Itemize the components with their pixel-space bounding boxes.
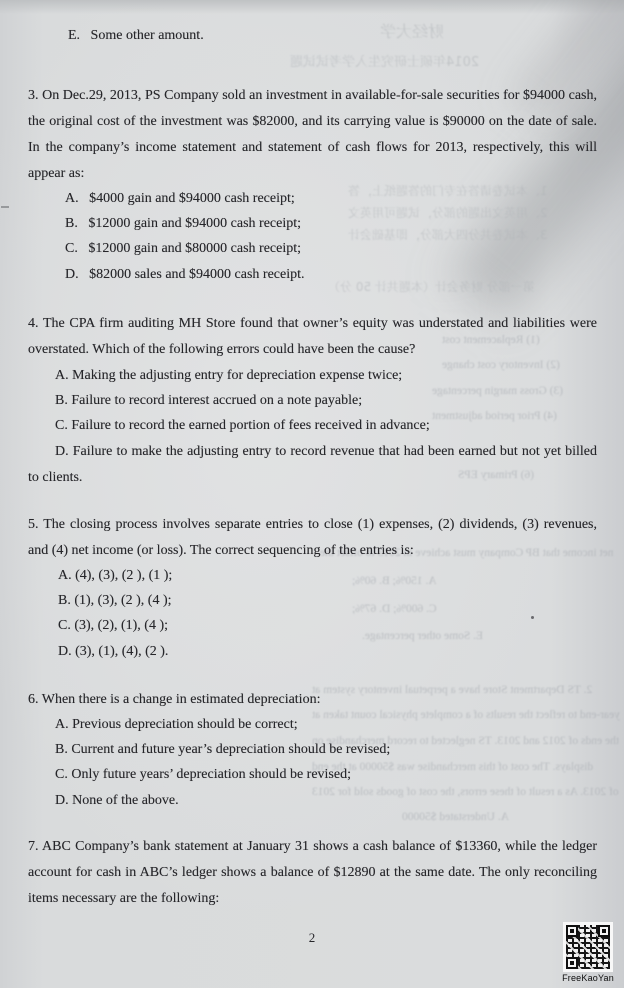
qr-finder-icon <box>566 957 578 969</box>
question-5-option-c: C. (3), (2), (1), (4 ); <box>58 618 169 634</box>
bleed-line: year-end to reflect the results of a complete physical count taken at <box>312 709 620 721</box>
question-3-option-d: D. $82000 sales and $94000 cash receipt. <box>65 266 305 282</box>
question-6-stem: 6. When there is a change in estimated depreciation: <box>28 692 321 707</box>
question-3-option-a: A. $4000 gain and $94000 cash receipt; <box>65 191 295 206</box>
qr-finder-icon <box>598 925 610 937</box>
qr-pattern <box>566 925 610 969</box>
bleed-line: 1、本试卷请答在专门的答题纸上，答 <box>348 184 548 198</box>
question-4-option-c: C. Failure to record the earned portion of fees received in advance; <box>55 418 430 434</box>
bleed-line: 3、本试卷共分四大部分，即基础会计 <box>348 228 548 242</box>
bleed-line: 2014年硕士研究生入学考试试题 <box>290 55 480 70</box>
question-6-option-b: B. Current and future year’s depreciation should be revised; <box>55 742 391 758</box>
question-7-stem: 7. ABC Company’s bank statement at January 31 shows a cash balance of $13360, while the ledger account for cash in ABC’s ledger shows a balance of $12890 at the same date. The only reconciling items necessary are the following: <box>28 839 597 906</box>
bleed-line: 第一部分 财务会计（本题共计 50 分） <box>328 280 535 294</box>
scan-speck <box>531 616 534 619</box>
bleed-line: the ends of 2012 and 2013. TS neglected to record merchandise on <box>312 735 620 747</box>
bleed-line: 2、用英文出题的部分，试题可用英文 <box>348 206 548 220</box>
bleed-line: of 2013. As a result of these errors, the cost of goods sold for 2013 <box>312 786 619 798</box>
question-5-option-d: D. (3), (1), (4), (2 ). <box>58 643 169 659</box>
watermark-label: FreeKaoYan <box>562 973 614 983</box>
question-4-option-b: B. Failure to record interest accrued on a note payable; <box>55 393 363 409</box>
qr-finder-icon <box>566 925 578 937</box>
question-4-options <box>55 363 430 439</box>
bleed-line: displays. The cost of this merchandise was $50000 at the end <box>312 761 594 773</box>
question-3-stem: 3. On Dec.29, 2013, PS Company sold an investment in available-for-sale securities for $94000 cash, the original cost of the investment was $82000, and its carrying value is $90000 on the date of sale. In the company’s income statement and statement of cash flows for 2013, respectively, this will appear as: <box>28 88 597 181</box>
qr-code <box>563 922 613 972</box>
question-4-option-d: D. Failure to make the adjusting entry to record revenue that had been earned but not yet billed to clients. <box>28 444 597 485</box>
question-4-stem: 4. The CPA firm auditing MH Store found that owner’s equity was understated and liabilities were overstated. Which of the following errors could have been the cause? <box>28 316 597 357</box>
question-5-stem: 5. The closing process involves separate entries to close (1) expenses, (2) dividends, (3) revenues, and (4) net income (or loss). The correct sequencing of the entries is: <box>28 517 597 558</box>
bleed-line: (2) Inventory cost change <box>442 359 560 371</box>
question-4-option-a: A. Making the adjusting entry for depreciation expense twice; <box>55 368 403 383</box>
question-6-option-c: C. Only future years’ depreciation should be revised; <box>55 767 351 783</box>
bleed-line: A. 150%; B. 60%; <box>352 575 437 587</box>
question-5-options <box>58 563 172 664</box>
question-5-option-a: A. (4), (3), (2 ), (1 ); <box>58 568 173 583</box>
stray-option-e: E. Some other amount. <box>68 28 204 43</box>
question-3-options <box>65 186 305 287</box>
question-5-option-b: B. (1), (3), (2 ), (4 ); <box>58 593 172 609</box>
bleed-line: 财经大学 <box>380 22 445 41</box>
question-6-option-a: A. Previous depreciation should be correct; <box>55 717 298 732</box>
question-6-options <box>55 712 390 813</box>
bleed-line: (1) Replacement cost <box>442 334 540 346</box>
question-3-option-c: C. $12000 gain and $80000 cash receipt; <box>65 241 302 257</box>
scan-speck <box>1 206 9 208</box>
question-3-option-b: B. $12000 gain and $94000 cash receipt; <box>65 216 302 232</box>
bleed-line: net income that BP Company must achieve in 2013 to offset the <box>320 547 614 559</box>
bleed-line: A. Understated $50000 <box>402 811 509 823</box>
page-number: 2 <box>308 930 316 945</box>
bleed-line: (3) Gross margin percentage <box>432 385 564 397</box>
question-6-option-d: D. None of the above. <box>55 792 179 808</box>
bleed-line: (4) Prior period adjustment <box>432 410 557 422</box>
watermark-block <box>561 922 615 983</box>
bleed-line: C. 600%; D. 67%; <box>352 603 437 615</box>
bleed-line: 2. TS Department Store have a perpetual inventory system at <box>312 684 593 696</box>
bleed-line: E. Some other percentage. <box>362 630 484 642</box>
bleed-line: (6) Primary EPS <box>458 469 535 481</box>
